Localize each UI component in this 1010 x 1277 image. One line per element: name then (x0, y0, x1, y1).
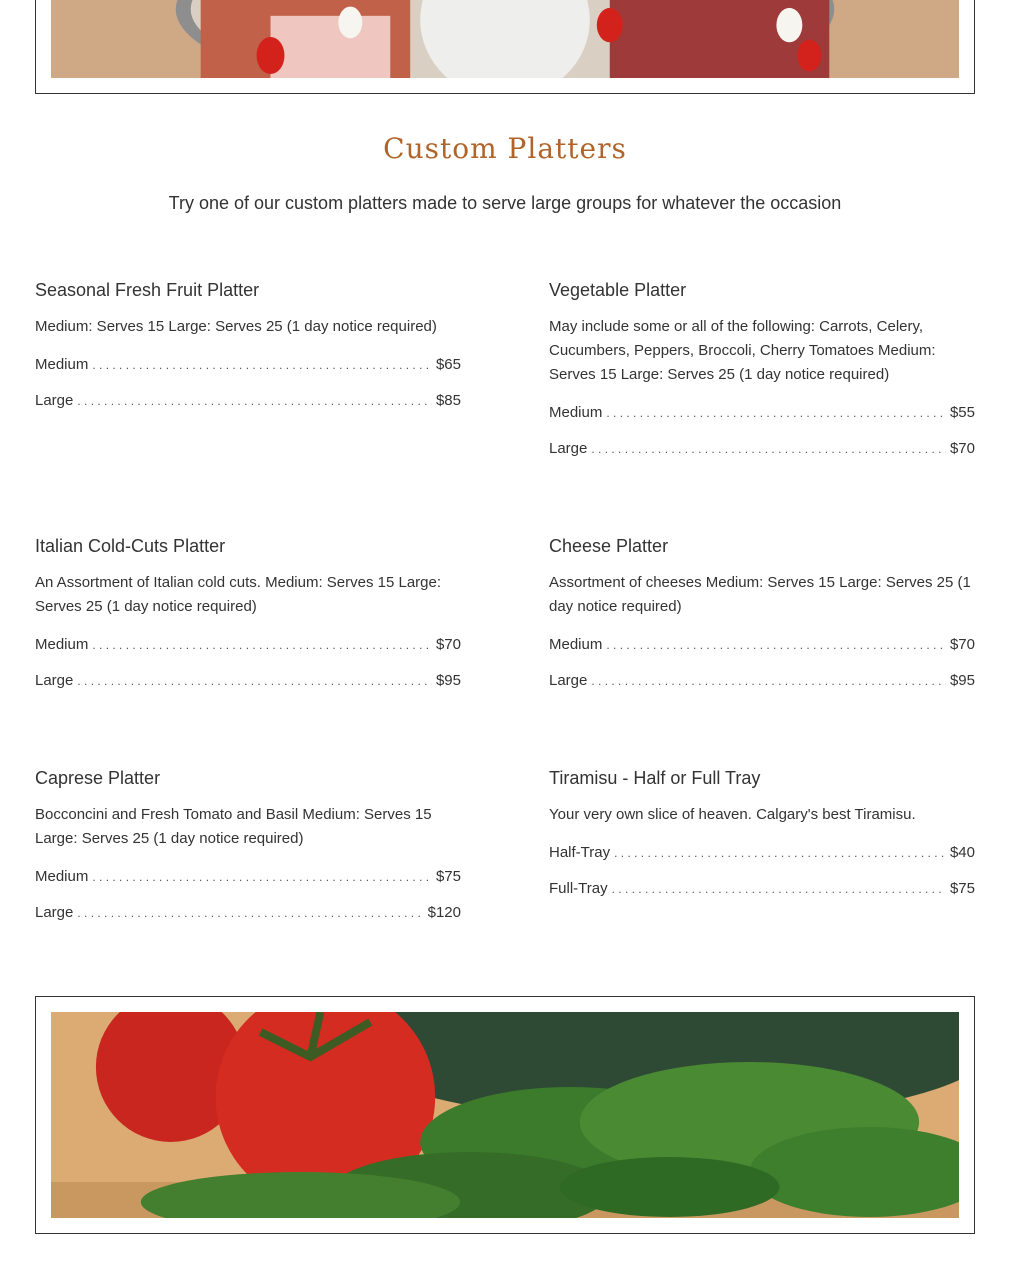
price-row-medium (549, 395, 975, 431)
dot-leader (606, 627, 946, 663)
price-value: $75 (435, 868, 461, 885)
price-row-large (549, 431, 975, 467)
price-label: Half-Tray (549, 844, 611, 861)
dot-leader (591, 663, 946, 699)
menu-item-vegetable-platter (549, 279, 975, 467)
price-label: Medium (35, 636, 89, 653)
menu-item-caprese-platter (35, 767, 461, 931)
dot-leader (92, 859, 432, 895)
menu-item-tiramisu (549, 767, 975, 907)
price-value: $70 (949, 636, 975, 653)
price-label: Large (35, 392, 74, 409)
price-label: Full-Tray (549, 880, 608, 897)
dot-leader (77, 895, 423, 931)
item-description: Assortment of cheeses Medium: Serves 15 Large: Serves 25 (1 day notice required) (549, 574, 971, 615)
price-row-full-tray (549, 871, 975, 907)
dot-leader (606, 395, 946, 431)
menu-item-fruit-platter (35, 279, 461, 419)
price-row-half-tray (549, 835, 975, 871)
dot-leader (591, 431, 946, 467)
top-photo-frame (35, 0, 975, 94)
menu-item-cold-cuts-platter (35, 535, 461, 699)
dot-leader (92, 627, 432, 663)
price-label: Large (35, 904, 74, 921)
price-value: $65 (435, 356, 461, 373)
price-value: $70 (949, 440, 975, 457)
dot-leader (614, 835, 946, 871)
item-title: Cheese Platter (549, 536, 669, 556)
price-value: $85 (435, 392, 461, 409)
item-description: Bocconcini and Fresh Tomato and Basil Medium: Serves 15 Large: Serves 25 (1 day notice required) (35, 806, 432, 847)
price-label: Medium (35, 356, 89, 373)
price-value: $95 (435, 672, 461, 689)
price-row-medium (35, 627, 461, 663)
price-row-large (35, 383, 461, 419)
price-label: Medium (35, 868, 89, 885)
price-label: Large (549, 672, 588, 689)
price-label: Medium (549, 636, 603, 653)
price-value: $40 (949, 844, 975, 861)
price-row-medium (35, 859, 461, 895)
price-row-large (35, 895, 461, 931)
cold-cuts-platter-photo (51, 0, 959, 78)
price-value: $75 (949, 880, 975, 897)
section-subtitle: Try one of our custom platters made to serve large groups for whatever the occasion (168, 193, 842, 213)
price-row-large (549, 663, 975, 699)
item-description: Medium: Serves 15 Large: Serves 25 (1 day notice required) (35, 318, 437, 335)
price-row-large (35, 663, 461, 699)
price-value: $70 (435, 636, 461, 653)
dot-leader (77, 383, 432, 419)
item-description: Your very own slice of heaven. Calgary's best Tiramisu. (549, 806, 916, 823)
price-label: Large (35, 672, 74, 689)
dot-leader (92, 347, 432, 383)
bottom-photo-frame (35, 996, 975, 1234)
section-title: Custom Platters (383, 132, 627, 165)
tomato-basil-photo (51, 1012, 959, 1218)
item-title: Vegetable Platter (549, 280, 687, 300)
menu-item-cheese-platter (549, 535, 975, 699)
item-title: Italian Cold-Cuts Platter (35, 536, 226, 556)
price-row-medium (549, 627, 975, 663)
dot-leader (77, 663, 432, 699)
item-title: Tiramisu - Half or Full Tray (549, 768, 761, 788)
price-label: Large (549, 440, 588, 457)
dot-leader (612, 871, 946, 907)
faint-logo (430, 1262, 580, 1277)
price-label: Medium (549, 404, 603, 421)
price-value: $120 (427, 904, 461, 921)
item-title: Caprese Platter (35, 768, 161, 788)
price-value: $55 (949, 404, 975, 421)
price-value: $95 (949, 672, 975, 689)
item-description: May include some or all of the following: Carrots, Celery, Cucumbers, Peppers, Broccoli, Cherry Tomatoes Medium: Serves 15 Large: Serves 25 (1 day notice required) (549, 318, 936, 383)
price-row-medium (35, 347, 461, 383)
item-title: Seasonal Fresh Fruit Platter (35, 280, 260, 300)
item-description: An Assortment of Italian cold cuts. Medium: Serves 15 Large: Serves 25 (1 day notice required) (35, 574, 442, 615)
